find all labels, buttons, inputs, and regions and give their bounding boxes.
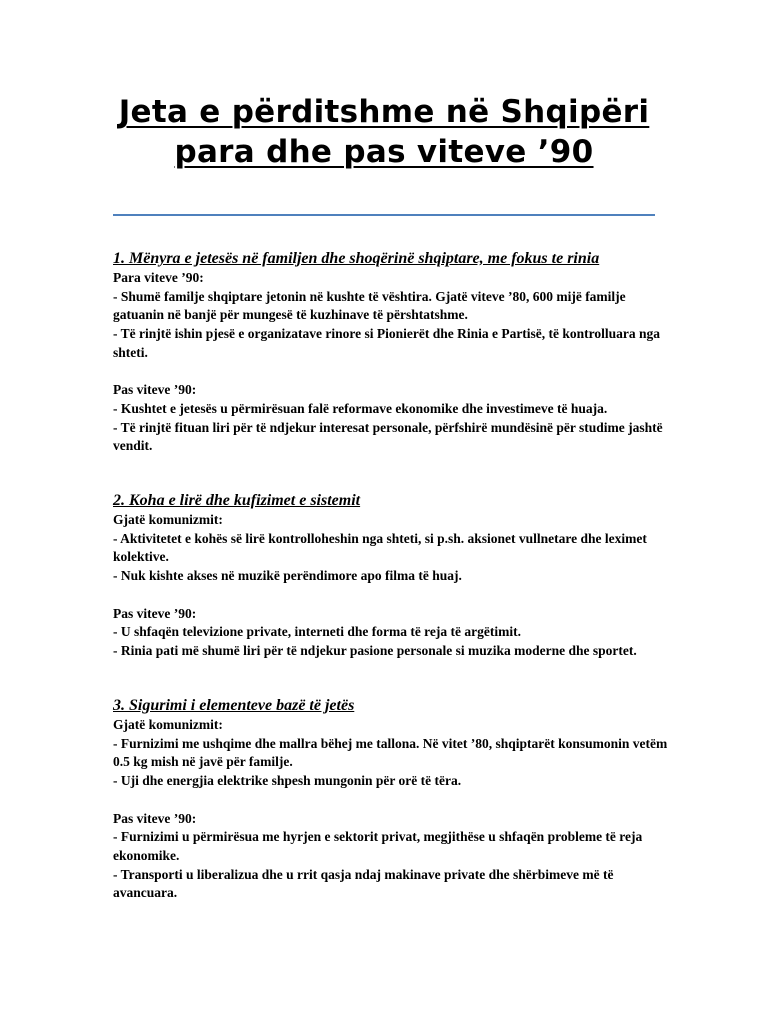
bullet-item: - Të rinjtë fituan liri për të ndjekur interesat personale, përfshirë mundësinë për studime jashtë vendit. (113, 419, 663, 454)
bullet-item: - Rinia pati më shumë liri për të ndjekur pasione personale si muzika moderne dhe sportet. (113, 642, 637, 658)
block-label: Gjatë komunizmit: (113, 512, 223, 527)
section-body (113, 716, 673, 903)
section-heading: 1. Mënyra e jetesës në familjen dhe shoqërinë shqiptare, me fokus te rinia (113, 250, 600, 267)
section-body (113, 511, 673, 661)
block-label: Pas viteve ’90: (113, 382, 197, 398)
section-3 (113, 696, 673, 903)
bullet-item: - Nuk kishte akses në muzikë perëndimore apo filma të huaj. (113, 568, 462, 584)
block-label: Pas viteve ’90: (113, 605, 197, 621)
bullet-item: - Furnizimi me ushqime dhe mallra bëhej me tallona. Në vitet ’80, shqiptarët konsumonin vetëm 0.5 kg mish në javë për familje. (113, 735, 668, 770)
title-divider (113, 214, 655, 216)
section-heading: 2. Koha e lirë dhe kufizimet e sistemit (113, 492, 361, 509)
section-body (113, 269, 673, 456)
bullet-item: - Të rinjtë ishin pjesë e organizatave rinore si Pionierët dhe Rinia e Partisë, të kontrolluara nga shteti. (113, 326, 661, 360)
section-2 (113, 491, 673, 661)
block-label: Para viteve ’90: (113, 270, 204, 285)
bullet-item: - Aktivitetet e kohës së lirë kontrolloheshin nga shteti, si p.sh. aksionet vullnetare dhe leximet kolektive. (113, 530, 647, 565)
section-1 (113, 249, 673, 456)
bullet-item: - Transporti u liberalizua dhe u rrit qasja ndaj makinave private dhe shërbimeve më të avancuara. (113, 866, 614, 901)
block-label: Gjatë komunizmit: (113, 717, 223, 732)
paragraph-gap (113, 586, 673, 605)
bullet-item: - Uji dhe energjia elektrike shpesh mungonin për orë të tëra. (113, 773, 462, 789)
bullet-item: - Shumë familje shqiptare jetonin në kushte të vështira. Gjatë viteve ’80, 600 mijë familje gatuanin në banjë për mungesë të kuzhinave të përshtatshme. (113, 288, 626, 323)
paragraph-gap (113, 363, 673, 382)
document-title: Jeta e përditshme në Shqipëri para dhe pas viteve ’90 (118, 94, 650, 170)
paragraph-gap (113, 791, 673, 810)
bullet-item: - U shfaqën televizione private, interneti dhe forma të reja të argëtimit. (113, 624, 522, 640)
bullet-item: - Furnizimi u përmirësua me hyrjen e sektorit privat, megjithëse u shfaqën probleme të reja ekonomike. (113, 829, 643, 863)
bullet-item: - Kushtet e jetesës u përmirësuan falë reformave ekonomike dhe investimeve të huaja. (113, 400, 608, 416)
section-heading: 3. Sigurimi i elementeve bazë të jetës (113, 697, 355, 714)
block-label: Pas viteve ’90: (113, 810, 197, 826)
